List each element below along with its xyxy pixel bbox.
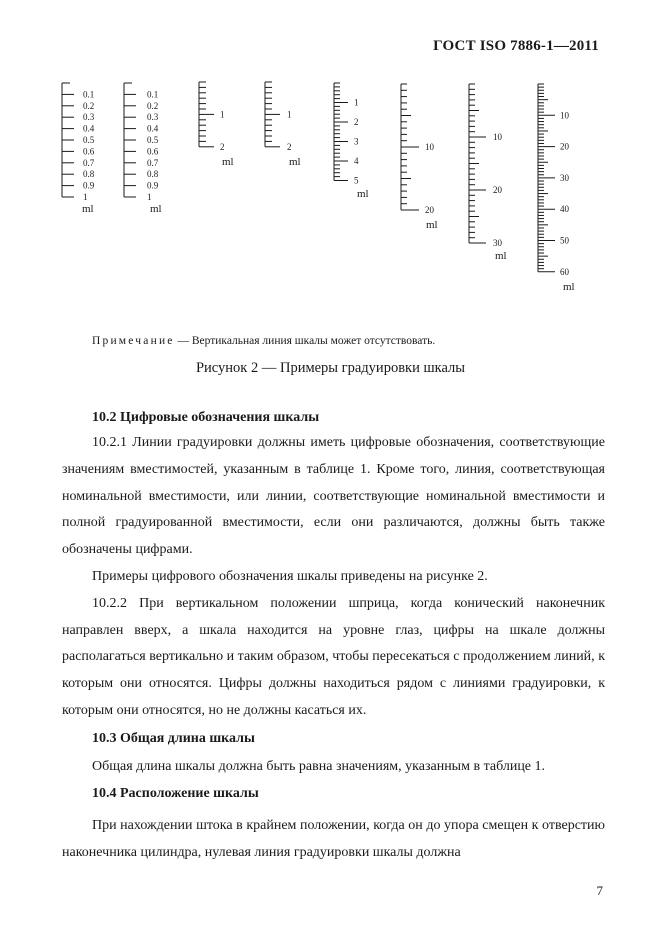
scale-2-label: 0.5 bbox=[147, 135, 159, 145]
scale-3-unit: ml bbox=[222, 156, 234, 168]
scale-8-label: 50 bbox=[560, 235, 569, 246]
paragraph-10-2-1-b: Примеры цифрового обозначения шкалы приведены на рисунке 2. bbox=[92, 568, 488, 584]
page-number: 7 bbox=[596, 883, 603, 898]
section-10-3-body bbox=[62, 754, 605, 781]
scale-2-label: 1 bbox=[147, 192, 152, 202]
scale-1-label: 1 bbox=[83, 192, 88, 202]
scale-4-unit: ml bbox=[289, 156, 301, 168]
scale-8-label: 30 bbox=[560, 172, 569, 183]
scale-2-label: 0.2 bbox=[147, 100, 159, 111]
scale-6-unit: ml bbox=[426, 219, 438, 231]
scale-3-label: 2 bbox=[220, 141, 225, 152]
note-text: — Вертикальная линия шкалы может отсутствовать. bbox=[174, 335, 436, 347]
scale-6-label: 10 bbox=[425, 142, 434, 152]
paragraph-10-2-1: 10.2.1 Линии градуировки должны иметь цифровые обозначения, соответствующие значениям вместимостей, указанным в таблице 1. Кроме того, линия, соответствующая номинальной вместимости, или линии, соответствующие номинальной вместимости и полной градуированной вместимости, если они различаются, должны быть также обозначены цифрами. bbox=[62, 435, 605, 558]
scale-1-label: 0.1 bbox=[83, 89, 95, 100]
section-10-3-title: 10.3 Общая длина шкалы bbox=[92, 731, 255, 746]
scale-2-unit: ml bbox=[150, 203, 162, 215]
figure-caption: Рисунок 2 — Примеры градуировки шкалы bbox=[195, 360, 466, 376]
section-10-2-title: 10.2 Цифровые обозначения шкалы bbox=[92, 410, 320, 425]
scale-1-label: 0.7 bbox=[83, 157, 95, 168]
scale-2-label: 0.8 bbox=[147, 169, 159, 180]
scale-8-label: 40 bbox=[560, 204, 569, 215]
scale-2-label: 0.9 bbox=[147, 180, 159, 191]
scale-5-label: 4 bbox=[354, 156, 359, 166]
scale-1-unit: ml bbox=[82, 203, 94, 215]
scale-5-label: 3 bbox=[354, 136, 359, 147]
scale-8-unit: ml bbox=[563, 281, 575, 293]
paragraph-10-3: Общая длина шкалы должна быть равна значениям, указанным в таблице 1. bbox=[92, 759, 546, 774]
scale-2-label: 0.6 bbox=[147, 146, 159, 157]
note-label: Примечание bbox=[92, 335, 175, 347]
scale-5-unit: ml bbox=[357, 188, 369, 200]
scale-2-label: 0.4 bbox=[147, 123, 159, 134]
scale-1-label: 0.5 bbox=[83, 135, 95, 145]
section-10-4-title: 10.4 Расположение шкалы bbox=[92, 786, 259, 801]
paragraph-10-4: При нахождении штока в крайнем положении, когда он до упора смещен к отверстию наконечника цилиндра, нулевая линия градуировки шкалы должна bbox=[62, 818, 605, 860]
scale-7-label: 20 bbox=[493, 185, 502, 195]
scale-8-label: 20 bbox=[560, 141, 569, 152]
scale-1-label: 0.4 bbox=[83, 123, 95, 134]
scale-2-label: 0.3 bbox=[147, 112, 159, 123]
figure-note bbox=[92, 335, 435, 347]
scale-5-label: 2 bbox=[354, 117, 359, 127]
scale-8-label: 10 bbox=[560, 110, 569, 121]
document-header: ГОСТ ISO 7886-1—2011 bbox=[433, 38, 599, 54]
section-10-4-body bbox=[62, 813, 605, 867]
scale-7-unit: ml bbox=[495, 250, 507, 262]
scale-6-label: 20 bbox=[425, 205, 434, 215]
paragraph-10-2-2: 10.2.2 При вертикальном положении шприца, когда конический наконечник направлен вверх, а шкала находится на уровне глаз, цифры на шкале должны располагаться вертикально и таким образом, чтобы пересекаться с продолжением линий, к которым они относятся. Цифры должны находиться рядом с линиями градуировки, к которым они относятся, но не должны касаться их. bbox=[62, 595, 605, 718]
scale-5-label: 1 bbox=[354, 97, 359, 108]
scale-1-label: 0.8 bbox=[83, 169, 95, 180]
scale-5-label: 5 bbox=[354, 175, 359, 186]
scale-8-label: 60 bbox=[560, 266, 569, 277]
section-10-2-body bbox=[62, 430, 605, 725]
scale-7-label: 30 bbox=[493, 238, 502, 248]
scale-2-label: 0.1 bbox=[147, 89, 159, 100]
scale-1-label: 0.9 bbox=[83, 180, 95, 191]
scale-1-label: 0.3 bbox=[83, 112, 95, 123]
scale-4-label: 2 bbox=[287, 141, 292, 152]
scale-7-label: 10 bbox=[493, 132, 502, 142]
scale-2-label: 0.7 bbox=[147, 157, 159, 168]
scale-1-label: 0.2 bbox=[83, 100, 95, 111]
scale-4-label: 1 bbox=[287, 109, 292, 120]
scale-3-label: 1 bbox=[220, 109, 225, 120]
scale-1-label: 0.6 bbox=[83, 146, 95, 157]
graduation-scales-figure bbox=[0, 0, 661, 300]
